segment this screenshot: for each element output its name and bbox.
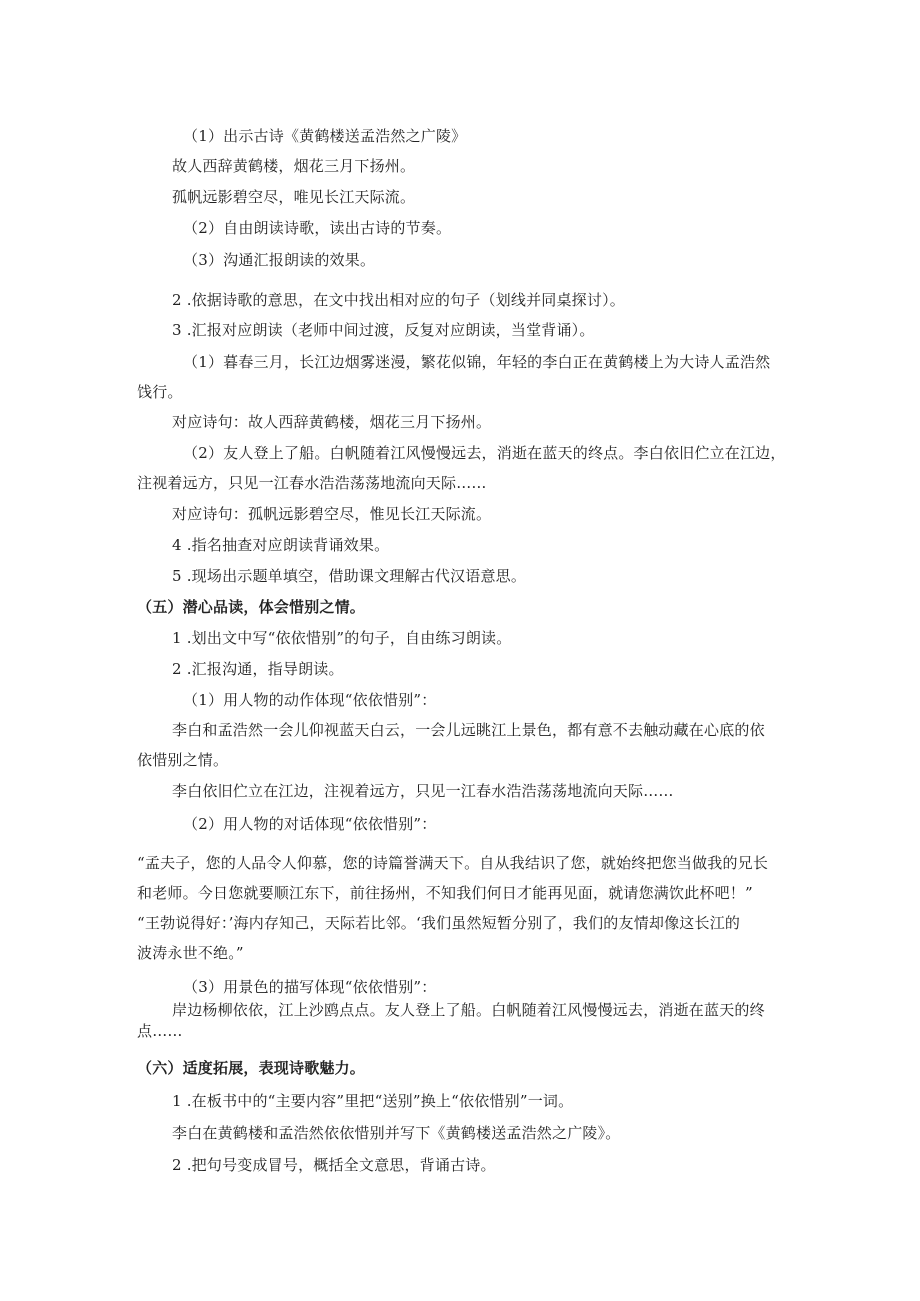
text-line: （1）用人物的动作体现“依依惜别”： <box>183 691 437 709</box>
text-line: （2）友人登上了船。白帆随着江风慢慢远去，消逝在蓝天的终点。李白依旧伫立在江边， <box>183 444 786 462</box>
text-line: （1）出示古诗《黄鹤楼送孟浩然之广陵》 <box>183 127 467 145</box>
text-line: 李白依旧伫立在江边，注视着远方，只见一江春水浩浩荡荡地流向天际…… <box>172 782 674 800</box>
text-line: 对应诗句：故人西辞黄鹤楼，烟花三月下扬州。 <box>172 413 492 431</box>
text-line: 岸边杨柳依依，江上沙鸥点点。友人登上了船。白帆随着江风慢慢远去，消逝在蓝天的终 <box>172 1001 765 1019</box>
text-line: 故人西辞黄鹤楼，烟花三月下扬州。 <box>172 157 416 175</box>
text-line: 和老师。今日您就要顺江东下，前往扬州，不知我们何日才能再见面，就请您满饮此杯吧！” <box>137 884 753 902</box>
text-line: 5 .现场出示题单填空，借助课文理解古代汉语意思。 <box>172 567 527 585</box>
section-heading: （五）潜心品读，体会惜别之情。 <box>137 598 366 616</box>
text-line: 注视着远方，只见一江春水浩浩荡荡地流向天际…… <box>137 474 487 492</box>
text-line: （3）沟通汇报朗读的效果。 <box>183 251 376 269</box>
text-line: 波涛永世不绝。” <box>137 944 244 962</box>
text-line: 饯行。 <box>137 383 183 401</box>
section-heading: （六）适度拓展，表现诗歌魅力。 <box>137 1059 366 1077</box>
text-line: 李白在黄鹤楼和孟浩然依依惜别并写下《黄鹤楼送孟浩然之广陵》。 <box>172 1124 621 1142</box>
text-line: 2 .依据诗歌的意思，在文中找出相对应的句子（划线并同桌探讨）。 <box>172 291 625 309</box>
text-line: 2 .把句号变成冒号，概括全文意思，背诵古诗。 <box>172 1156 496 1174</box>
text-line: 孤帆远影碧空尽，唯见长江天际流。 <box>172 188 416 206</box>
text-line: （3）用景色的描写体现“依依惜别”： <box>183 978 437 996</box>
text-line: （2）用人物的对话体现“依依惜别”： <box>183 815 437 833</box>
text-line: 李白和孟浩然一会儿仰视蓝天白云，一会儿远眺江上景色，都有意不去触动藏在心底的依 <box>172 721 765 739</box>
text-line: 3 .汇报对应朗读（老师中间过渡，反复对应朗读，当堂背诵）。 <box>172 321 595 339</box>
text-line: “孟夫子，您的人品令人仰慕，您的诗篇誉满天下。自从我结识了您，就始终把您当做我的兄长 <box>137 854 769 872</box>
text-line: 1 .划出文中写“依依惜别”的句子，自由练习朗读。 <box>172 629 512 647</box>
text-line: 2 .汇报沟通，指导朗读。 <box>172 660 344 678</box>
text-line: （1）暮春三月，长江边烟雾迷漫，繁花似锦，年轻的李白正在黄鹤楼上为大诗人孟浩然 <box>183 353 771 371</box>
text-line: 依惜别之情。 <box>137 751 229 769</box>
text-line: 对应诗句：孤帆远影碧空尽，惟见长江天际流。 <box>172 505 492 523</box>
text-line: 4 .指名抽查对应朗读背诵效果。 <box>172 536 390 554</box>
text-line: 1 .在板书中的“主要内容”里把“送别”换上“依依惜别”一词。 <box>172 1092 574 1110</box>
text-line: 点…… <box>137 1022 183 1040</box>
text-line: （2）自由朗读诗歌，读出古诗的节奏。 <box>183 219 452 237</box>
text-line: “王勃说得好：’海内存知己，天际若比邻。‘我们虽然短暂分别了，我们的友情却像这长江的 <box>137 914 741 932</box>
